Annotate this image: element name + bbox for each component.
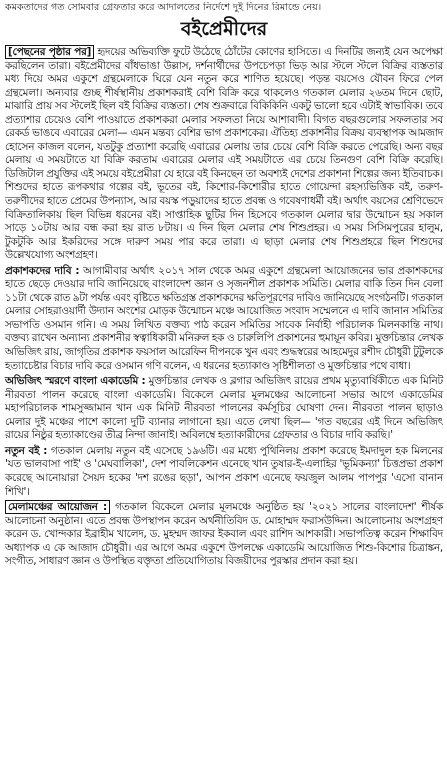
subheading-new-books: নতুন বই : — [5, 444, 48, 457]
article-paragraph-publishers-demand — [5, 265, 443, 373]
paragraph-body: গতকাল বিকেলে মেলার মূলমঞ্চে অনুষ্ঠিত হয় '২০২১ সালের বাংলাদেশ' শীর্ষক আলোচনা অনুষ্ঠান। এতে প্রবন্ধ উপস্থাপন করেন অর্থনীতিবিদ ড. মোহাম্মদ ফরাসউদ্দিন। আলোচনায় অংশগ্রহণ করেন ড. খোন্দকার ইব্রাহীম খালেদ, ড. মুহম্মদ জাফর ইকবাল এবং রাশিদ আশকারী। সভাপতিত্ব করেন শিক্ষাবিদ অধ্যাপক এ কে আজাদ চৌধুরী। এর আগে অমর একুশে উপলক্ষে একাডেমি আয়োজিত শিশু-কিশোর চিত্রাঙ্কন, সংগীত, সাধারণ জ্ঞান ও উপস্থিত বক্তৃতা প্রতিযোগিতায় বিজয়ীদের পুরস্কার প্রদান করা হয়। — [5, 501, 443, 568]
article-paragraph-intro — [5, 46, 443, 263]
previous-article-cut-line: কমকতাদের গত সোমবার গ্রেফতার করে আদালতের নির্দেশে দুই দিনের রিমান্ডে নেয়। — [5, 2, 322, 13]
subheading-publishers-demand: প্রকাশকদের দাবি : — [5, 264, 80, 277]
continued-from-back-page-tag: [পেছনের পৃষ্ঠার পর] — [5, 45, 94, 59]
article-paragraph-stage-events — [5, 501, 443, 569]
article-paragraph-avijit-memorial — [5, 375, 443, 443]
paragraph-body: হৃদয়ের অভিব্যক্তি ফুটে উঠেছে ঠোঁটের কোণের হাসিতে। এ দিনটির জন্যই যেন অপেক্ষা করছিলেন তারা। বইপ্রেমীদের বাঁধভাঙা উল্লাস, দর্শনার্থীদের উপচেপড়া ভিড় আর স্টলে স্টলে বিক্রির ব্যস্ততার মধ্য দিয়ে অমর একুশে গ্রন্থমেলাকে ঘিরে যেন নতুন করে শাণিত হয়েছে। পড়ন্ত বয়সেও যৌবন ফিরে পেল গ্রন্থমেলা। অন্যবার গুচ্ছ শীর্ষস্থানীয় প্রকাশকরাই বেশি বিক্রি করে থাকলেও গতকাল মেলার ২৬তম দিনে ছোট, মাঝারি প্রায় সব স্টলেই ছিল বই বিক্রির ব্যস্ততা। শেষ শুক্রবারে বিকিকিনি একটু ভালো হবে এটাই স্বাভাবিক। তবে প্রত্যাশার চেয়েও বেশি পাওয়াতে প্রকাশকরা মেলার সফলতা নিয়ে আশাবাদী। বিগত বছরগুলোর সফলতার সব রেকর্ড ভাঙবে এবারের মেলা— এমন মন্তব্য বেশির ভাগ প্রকাশকের। ঐতিহ্য প্রকাশনীর বিক্রয় ব্যবস্থাপক আমজাদ হোসেন কাজল বলেন, যতটুকু প্রত্যাশা করেছি এবারের মেলায় তার চেয়ে বেশি বিক্রি করতে পেরেছি। অন্য বছর মেলায় এ সময়টাতে যা বিক্রি করতাম এবারের মেলার এই সময়টাতে এর চেয়ে তিনগুণ বেশি বিক্রি করেছি। ডিজিটাল প্রযুক্তির এই সময়ে বইপ্রেমীরা যে হারে বই কিনছেন তা অবশ্যই দেশের প্রকাশনা শিল্পের জন্য ইতিবাচক। শিশুদের হাতে রূপকথার গল্পের বই, ভূতের বই, কিশোর-কিশোরীর হাতে গোয়েন্দা রহস্যভিত্তিক বই, তরুণ-তরুণীদের হাতে প্রেমের উপন্যাস, আর বয়স্ক পড়ুয়াদের হাতে প্রবন্ধ ও গবেষণাধর্মী বই। অর্থাৎ বয়সের শ্রেণিভেদে বিক্রিতালিকায় ছিল বিভিন্ন ধরনের বই। সাপ্তাহিক ছুটির দিন হিসেবে গতকাল মেলার দ্বার উন্মোচন হয় সকাল সাড়ে ১০টায় আর বন্ধ করা হয় রাত ৮টায়। এ দিন ছিল মেলার শেষ শিশুপ্রহর। এ সময় সিসিমপুরের হালুম, টুকটুকি আর ইকরিদের সঙ্গে দারুণ সময় পার করে তারা। এ ছাড়া মেলার শেষ শিশুপ্রহরে ছিল শিশুদের উল্লেখযোগ্য অংশগ্রহণ। — [5, 46, 443, 262]
paragraph-body: আগামীবার অর্থাৎ ২০১৭ সাল থেকে অমর একুশে গ্রন্থমেলা আয়োজনের ভার প্রকাশকদের হাতে ছেড়ে দেওয়ার দাবি জানিয়েছে বাংলাদেশ জ্ঞান ও সৃজনশীল প্রকাশক সমিতি। মেলার বাকি তিন দিন বেলা ১১টা থেকে রাত ৯টা পর্যন্ত এবং বৃষ্টিতে ক্ষতিগ্রস্ত প্রকাশকদের ক্ষতিপূরণের দাবিও জানিয়েছে সংগঠনটি। গতকাল মেলার সোহরাওয়ার্দী উদ্যান অংশের মোড়ক উন্মোচন মঞ্চে আয়োজিত সংবাদ সম্মেলনে এ দাবি জানান সমিতির সভাপতি ওসমান গনি। এ সময় লিখিত বক্তব্য পাঠ করেন সমিতির সাবেক নির্বাহী পরিচালক মিলনকান্তি নাথ। বক্তব্য রাখেন অন্যান্য প্রকাশনীর স্বত্বাধিকারী মনিরুল হক ও চারুলিপি প্রকাশনের হুমায়ূন কবির। মুক্তচিন্তার লেখক অভিজিৎ রায়, জাগৃতির প্রকাশক ফয়সাল আরেফিন দীপনকে খুন এবং শুদ্ধস্বরের আহমেদুর রশীদ চৌধুরী টুটুলকে হত্যাচেষ্টার বিচার দাবি করে ওসমান গণি বলেন, এ ধরনের হত্যাকাণ্ড সৃষ্টিশীলতা ও মুক্তচিন্তার পথে বাধা। — [5, 264, 443, 372]
article-paragraph-new-books — [5, 445, 443, 499]
article-headline: বইপ্রেমীদের — [180, 18, 268, 40]
paragraph-body: গতকাল মেলায় নতুন বই এসেছে ১৯৬টি। এর মধ্যে পুথিনিলয় প্রকাশ করেছে ইমদাদুল হক মিলনের 'যত ভালবাসা পাই' ও 'মেঘবালিকা', দেশ পাবলিকেশন এনেছে খান তুষার-ই-এলাহির 'ভূমিকন্যা' চিত্তপ্রভা প্রকাশ করেছে আনোয়ারা সৈয়দ হকের 'দশ রঙের ছড়া', আপন প্রকাশ এনেছে ফয়জুল আলম পাপপুর 'এসো বানান শিখি'। — [5, 444, 443, 498]
subheading-avijit-memorial: অভিজিৎ স্মরণে বাংলা একাডেমি : — [5, 375, 146, 388]
subheading-stage-events: মেলামঞ্চের আয়োজন : — [5, 500, 110, 514]
paragraph-body: মুক্তচিন্তার লেখক ও ব্লগার অভিজিৎ রায়ের প্রথম মৃত্যুবার্ষিকীতে এক মিনিট নীরবতা পালন করেছে বাংলা একাডেমি। বিকেলে মেলার মূলমঞ্চের আলোচনা সভার আগে একাডেমির মহাপরিচালক শামসুজ্জামান খান এক মিনিট নীরবতা পালনের কর্মসূচির ঘোষণা দেন। নীরবতা পালন ছাড়াও মেলার দুই মঞ্চের পাশে কালো দুটি ব্যানার লাগানো হয়। এতে লেখা ছিল— 'গত বছরের এই দিনে অভিজিৎ রায়ের নিষ্ঠুর হত্যাকাণ্ডের তীব্র নিন্দা জানাই। অবিলম্বে হত্যাকারীদের গ্রেফতার ও বিচার দাবি করছি।' — [5, 375, 443, 442]
